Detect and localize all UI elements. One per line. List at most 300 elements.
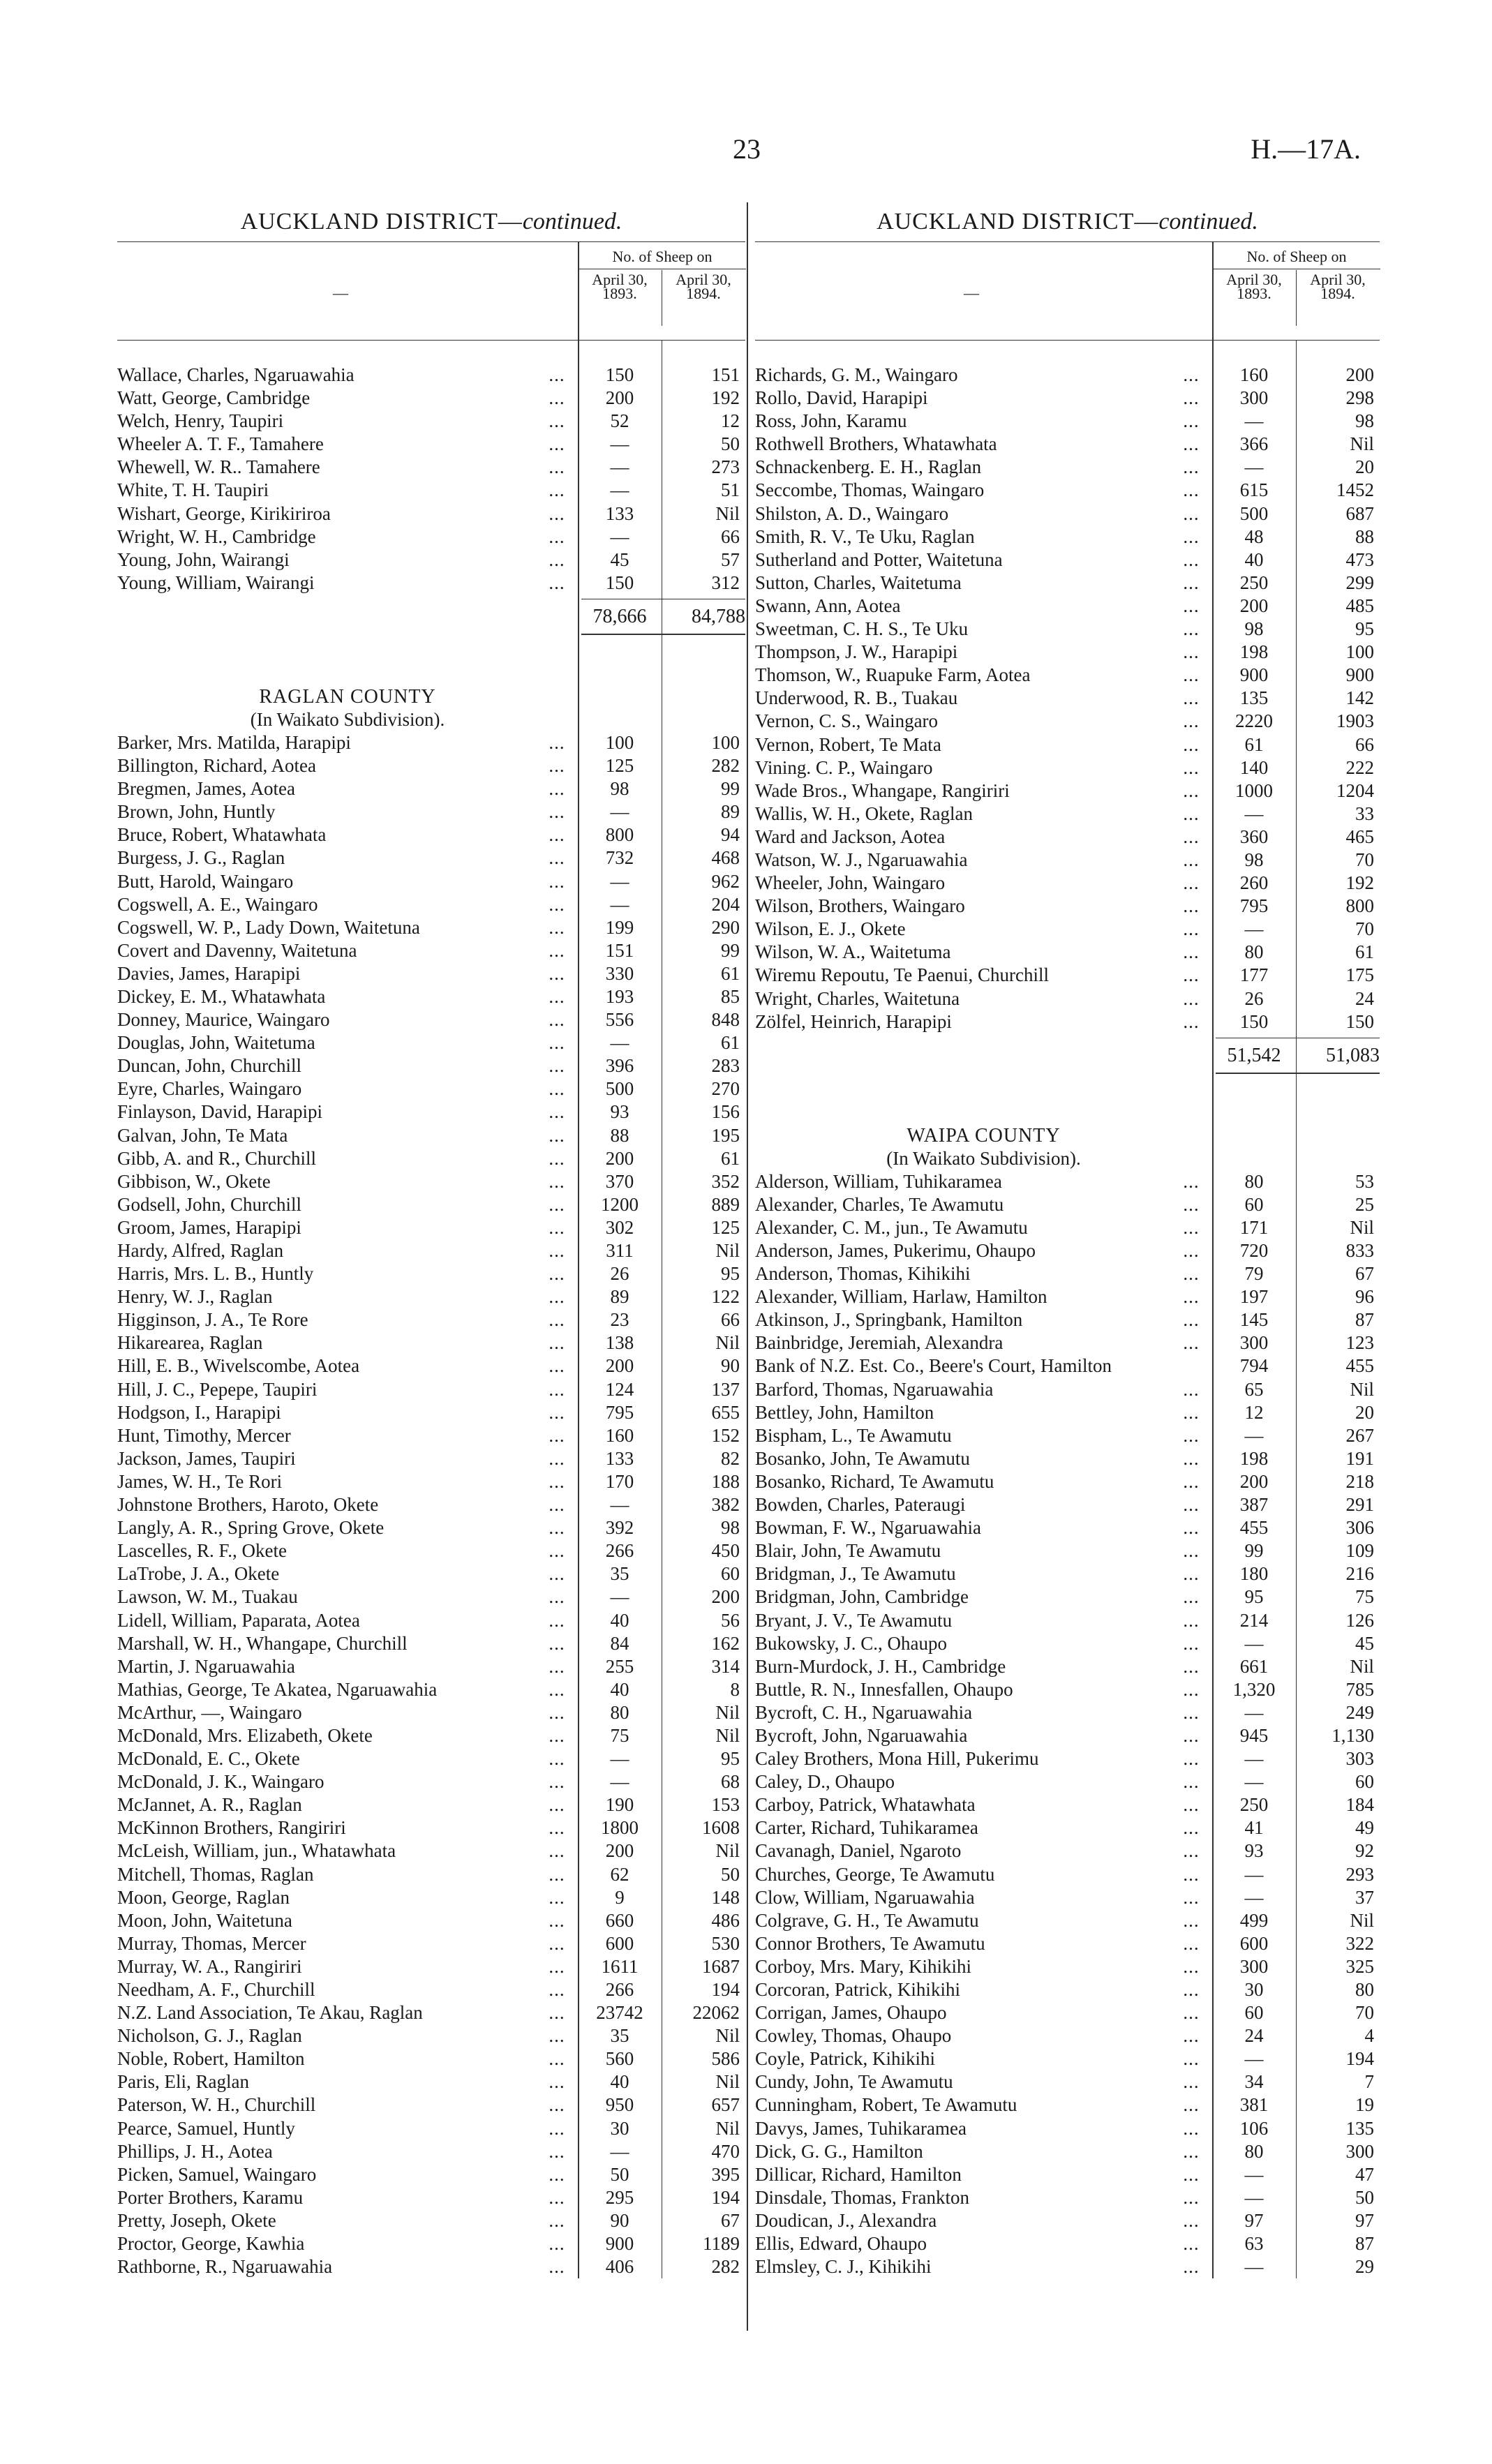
owner-name: Douglas, John, Waitetuma xyxy=(117,1032,315,1054)
leader-dots: ... xyxy=(1183,479,1200,501)
owner-name: Bowman, F. W., Ngaruawahia xyxy=(755,1517,982,1539)
leader-dots: ... xyxy=(549,1286,565,1308)
sheep-count-1893: 198 xyxy=(1239,1447,1269,1469)
sheep-count-1894: 61 xyxy=(1355,941,1374,963)
leader-dots: ... xyxy=(549,1101,565,1123)
table-row xyxy=(755,1585,1380,1608)
table-row xyxy=(755,733,1380,756)
table-row xyxy=(755,2117,1380,2140)
leader-dots: ... xyxy=(1183,641,1200,663)
leader-dots: ... xyxy=(1183,1863,1200,1885)
owner-name: Barker, Mrs. Matilda, Harapipi xyxy=(117,731,351,753)
sheep-count-1894: 352 xyxy=(711,1170,740,1192)
sheep-count-1894: 82 xyxy=(721,1447,740,1469)
sheep-count-1894: Nil xyxy=(715,2117,740,2139)
sheep-count-1894: 67 xyxy=(721,2209,740,2231)
sheep-count-1894: 122 xyxy=(711,1286,740,1308)
owner-name: Wallace, Charles, Ngaruawahia xyxy=(117,364,355,385)
sheep-count-1894: 293 xyxy=(1345,1863,1374,1885)
leader-dots: ... xyxy=(1183,1401,1200,1423)
sheep-count-1893: 180 xyxy=(1239,1563,1269,1585)
leader-dots: ... xyxy=(1183,1447,1200,1469)
owner-name: Bregmen, James, Aotea xyxy=(117,778,295,800)
leader-dots: ... xyxy=(549,778,565,800)
sheep-count-1893: 106 xyxy=(1239,2117,1269,2139)
leader-dots: ... xyxy=(1183,410,1200,432)
table-row xyxy=(755,1470,1380,1493)
owner-name: Wallis, W. H., Okete, Raglan xyxy=(755,802,973,824)
table-row xyxy=(755,756,1380,779)
leader-dots: ... xyxy=(549,1470,565,1492)
leader-dots: ... xyxy=(549,2140,565,2162)
sheep-count-1893: 145 xyxy=(1239,1309,1269,1331)
table-row xyxy=(117,1331,745,1354)
sheep-count-1894: 89 xyxy=(721,801,740,823)
leader-dots: ... xyxy=(1183,1632,1200,1654)
sheep-count-1893: 800 xyxy=(605,824,634,846)
sheep-count-1894: 191 xyxy=(1345,1447,1374,1469)
owner-name: Hunt, Timothy, Mercer xyxy=(117,1424,291,1446)
leader-dots: ... xyxy=(549,1494,565,1516)
table-row xyxy=(117,1839,745,1862)
sheep-count-1894: 306 xyxy=(1345,1517,1374,1539)
leader-dots: ... xyxy=(549,1240,565,1261)
owner-name: Gibbison, W., Okete xyxy=(117,1170,271,1192)
leader-dots: ... xyxy=(1183,1193,1200,1215)
sheep-count-1893: 1611 xyxy=(601,1955,639,1977)
leader-dots: ... xyxy=(1183,1794,1200,1816)
owner-name: Watson, W. J., Ngaruawahia xyxy=(755,849,968,870)
leader-dots: ... xyxy=(549,1401,565,1423)
sheep-count-1893: 260 xyxy=(1239,872,1269,894)
sheep-count-1893: 266 xyxy=(605,1540,634,1562)
leader-dots: ... xyxy=(1183,595,1200,616)
table-row xyxy=(755,1216,1380,1239)
left-column xyxy=(117,202,745,2278)
leader-dots: ... xyxy=(1183,364,1200,385)
leader-dots: ... xyxy=(1183,618,1200,640)
owner-name: White, T. H. Taupiri xyxy=(117,479,269,501)
sheep-count-1893: 151 xyxy=(605,939,634,961)
owner-name: Billington, Richard, Aotea xyxy=(117,755,316,777)
owner-name: Phillips, J. H., Aotea xyxy=(117,2140,273,2162)
owner-name: Colgrave, G. H., Te Awamutu xyxy=(755,1909,979,1931)
table-row xyxy=(117,1147,745,1170)
owner-name: McDonald, E. C., Okete xyxy=(117,1748,300,1770)
owner-name: Bosanko, Richard, Te Awamutu xyxy=(755,1470,994,1492)
sheep-count-1894: 94 xyxy=(721,824,740,846)
leader-dots: ... xyxy=(549,525,565,547)
leader-dots: ... xyxy=(549,548,565,570)
owner-name: Moon, John, Waitetuna xyxy=(117,1909,292,1931)
sheep-count-1894: 153 xyxy=(711,1794,740,1816)
owner-name: Cavanagh, Daniel, Ngaroto xyxy=(755,1840,962,1862)
owner-name: Wright, W. H., Cambridge xyxy=(117,525,316,547)
sheep-count-1893: 93 xyxy=(610,1101,629,1123)
table-row xyxy=(117,1632,745,1655)
table-row xyxy=(755,525,1380,548)
sheep-count-1894: 188 xyxy=(711,1470,740,1492)
sheep-count-1894: 486 xyxy=(711,1909,740,1931)
sheep-count-1894: 20 xyxy=(1355,456,1374,478)
leader-dots: ... xyxy=(1183,918,1200,940)
sheep-count-1894: 382 xyxy=(711,1494,740,1516)
leader-dots: ... xyxy=(549,1817,565,1839)
sheep-count-1893: 12 xyxy=(1244,1401,1264,1423)
table-row xyxy=(117,800,745,823)
table-row xyxy=(755,2140,1380,2163)
leader-dots: ... xyxy=(549,1009,565,1031)
leader-dots: ... xyxy=(549,410,565,432)
sheep-count-1893: 302 xyxy=(605,1216,634,1238)
sheep-count-1893: 160 xyxy=(1239,364,1269,385)
owner-name: McArthur, —, Waingaro xyxy=(117,1701,302,1723)
sheep-count-1894: Nil xyxy=(1350,1655,1374,1677)
sheep-count-1894: 142 xyxy=(1345,687,1374,709)
sheep-count-1894: 45 xyxy=(1355,1632,1374,1654)
leader-dots: ... xyxy=(549,985,565,1007)
leader-dots: ... xyxy=(549,962,565,984)
leader-dots: ... xyxy=(549,1724,565,1746)
owner-name: Rollo, David, Harapipi xyxy=(755,387,928,409)
table-row xyxy=(117,1170,745,1193)
owner-name: Dick, G. G., Hamilton xyxy=(755,2140,923,2162)
leader-dots: ... xyxy=(549,2209,565,2231)
table-row xyxy=(117,1216,745,1239)
leader-dots: ... xyxy=(549,1378,565,1400)
sheep-count-1893: 200 xyxy=(605,387,634,409)
owner-name: Moon, George, Raglan xyxy=(117,1886,290,1908)
sheep-count-1894: 90 xyxy=(721,1355,740,1377)
table-row xyxy=(117,2093,745,2116)
table-row xyxy=(755,2255,1380,2278)
sheep-count-1894: 468 xyxy=(711,847,740,869)
sheep-count-1894: 833 xyxy=(1345,1240,1374,1261)
sheep-count-1893: 200 xyxy=(605,1355,634,1377)
sheep-count-1893: — xyxy=(1244,410,1264,432)
table-row xyxy=(755,1909,1380,1932)
owner-name: Sutherland and Potter, Waitetuna xyxy=(755,548,1003,570)
owner-name: Cundy, John, Te Awamutu xyxy=(755,2071,953,2093)
sheep-count-1893: 900 xyxy=(605,2233,634,2255)
owner-name: Anderson, Thomas, Kihikihi xyxy=(755,1263,971,1285)
owner-name: Watt, George, Cambridge xyxy=(117,387,311,409)
sheep-count-1894: 61 xyxy=(721,962,740,984)
leader-dots: ... xyxy=(1183,756,1200,778)
table-row xyxy=(755,1193,1380,1216)
sheep-count-1894: 1189 xyxy=(703,2233,740,2255)
sheep-count-1893: 100 xyxy=(605,731,634,753)
sheep-count-1894: 162 xyxy=(711,1632,740,1654)
owner-name: Brown, John, Huntly xyxy=(117,801,276,823)
sheep-count-1894: 51 xyxy=(721,479,740,501)
owner-name: Alexander, Charles, Te Awamutu xyxy=(755,1193,1004,1215)
owner-name: Groom, James, Harapipi xyxy=(117,1216,301,1238)
owner-name: Murray, W. A., Rangiriri xyxy=(117,1955,302,1977)
sheep-count-1893: — xyxy=(1244,2256,1264,2278)
sheep-count-1894: 485 xyxy=(1345,595,1374,616)
leader-dots: ... xyxy=(549,916,565,938)
table-row xyxy=(755,1816,1380,1839)
owner-name: Langly, A. R., Spring Grove, Okete xyxy=(117,1517,385,1539)
sheep-count-1893: — xyxy=(610,456,629,478)
leader-dots: ... xyxy=(1183,1309,1200,1331)
table-row xyxy=(755,548,1380,572)
sheep-count-1894: 200 xyxy=(711,1586,740,1608)
sheep-count-1893: 45 xyxy=(610,548,629,570)
table-row xyxy=(117,731,745,754)
table-row xyxy=(755,1655,1380,1678)
sheep-count-1893: 98 xyxy=(1244,618,1264,640)
owner-name: Seccombe, Thomas, Waingaro xyxy=(755,479,985,501)
table-row xyxy=(117,2232,745,2255)
leader-dots: ... xyxy=(1183,1563,1200,1585)
leader-dots: ... xyxy=(1183,1263,1200,1285)
table-row xyxy=(755,1632,1380,1655)
owner-name: Coyle, Patrick, Kihikihi xyxy=(755,2048,935,2070)
leader-dots: ... xyxy=(549,2256,565,2278)
date-1893-header: April 30, 1893. xyxy=(1226,271,1282,302)
leader-dots: ... xyxy=(1183,802,1200,824)
sheep-count-1893: 79 xyxy=(1244,1263,1264,1285)
sheep-count-1894: 100 xyxy=(711,731,740,753)
leader-dots: ... xyxy=(1183,779,1200,801)
leader-dots: ... xyxy=(1183,872,1200,894)
table-row xyxy=(755,1770,1380,1793)
sheep-count-1893: 381 xyxy=(1239,2094,1269,2116)
sheep-count-1893: 499 xyxy=(1239,1909,1269,1931)
owner-name: Johnstone Brothers, Haroto, Okete xyxy=(117,1494,379,1516)
leader-dots: ... xyxy=(1183,849,1200,870)
owner-name: Elmsley, C. J., Kihikihi xyxy=(755,2256,932,2278)
table-row xyxy=(117,1539,745,1562)
table-row xyxy=(117,2047,745,2070)
sheep-count-1894: 137 xyxy=(711,1378,740,1400)
sheep-count-1893: 661 xyxy=(1239,1655,1269,1677)
owner-name: Proctor, George, Kawhia xyxy=(117,2233,305,2255)
sheep-count-1893: 387 xyxy=(1239,1494,1269,1516)
owner-name: Anderson, James, Pukerimu, Ohaupo xyxy=(755,1240,1036,1261)
leader-dots: ... xyxy=(1183,2209,1200,2231)
owner-name: Wheeler A. T. F., Tamahere xyxy=(117,433,324,455)
leader-dots: ... xyxy=(1183,987,1200,1009)
leader-dots: ... xyxy=(1183,1424,1200,1446)
sheep-count-1894: 60 xyxy=(1355,1771,1374,1793)
leader-dots: ... xyxy=(1183,1286,1200,1308)
table-row xyxy=(117,1770,745,1793)
table-row xyxy=(117,1909,745,1932)
table-row xyxy=(755,1539,1380,1562)
sheep-count-1894: 37 xyxy=(1355,1886,1374,1908)
sheep-count-1893: 200 xyxy=(1239,1470,1269,1492)
leader-dots: ... xyxy=(1183,1909,1200,1931)
leader-dots: ... xyxy=(1183,1378,1200,1400)
leader-dots: ... xyxy=(1183,1517,1200,1539)
sheep-count-1894: 33 xyxy=(1355,802,1374,824)
owner-name: Picken, Samuel, Waingaro xyxy=(117,2163,317,2185)
owner-name: Butt, Harold, Waingaro xyxy=(117,870,294,892)
owner-name: Henry, W. J., Raglan xyxy=(117,1286,273,1308)
leader-dots: ... xyxy=(549,1840,565,1862)
sheep-count-1894: Nil xyxy=(715,1332,740,1354)
table-row xyxy=(755,1262,1380,1285)
sheep-count-1894: Nil xyxy=(715,502,740,524)
table-row xyxy=(117,2186,745,2209)
sheep-count-1894: 184 xyxy=(1345,1794,1374,1816)
sheep-count-1893: 720 xyxy=(1239,1240,1269,1261)
sheep-count-1893: 300 xyxy=(1239,1332,1269,1354)
leader-dots: ... xyxy=(549,939,565,961)
owner-name: Donney, Maurice, Waingaro xyxy=(117,1009,330,1031)
owner-name: Wilson, W. A., Waitetuma xyxy=(755,941,951,963)
leader-dots: ... xyxy=(549,755,565,777)
owner-name: Clow, William, Ngaruawahia xyxy=(755,1886,975,1908)
sheep-count-1893: 660 xyxy=(605,1909,634,1931)
sheep-count-1894: 50 xyxy=(721,433,740,455)
sheep-count-1894: 109 xyxy=(1345,1540,1374,1562)
leader-dots: ... xyxy=(1183,2094,1200,2116)
sheep-count-1893: 1000 xyxy=(1235,779,1273,801)
leader-dots: ... xyxy=(549,1147,565,1169)
owner-name: Murray, Thomas, Mercer xyxy=(117,1932,306,1954)
leader-dots: ... xyxy=(1183,1748,1200,1770)
owner-name: Shilston, A. D., Waingaro xyxy=(755,502,949,524)
sheep-count-1894: 126 xyxy=(1345,1609,1374,1631)
sheep-count-1893: — xyxy=(610,870,629,892)
leader-dots: ... xyxy=(549,1124,565,1146)
owner-name: Jackson, James, Taupiri xyxy=(117,1447,296,1469)
leader-dots: ... xyxy=(1183,687,1200,709)
table-row xyxy=(117,962,745,985)
sheep-count-1894: 12 xyxy=(721,410,740,432)
leader-dots: ... xyxy=(1183,2117,1200,2139)
leader-dots: ... xyxy=(549,1216,565,1238)
owner-name: James, W. H., Te Rori xyxy=(117,1470,283,1492)
sheep-count-1894: 80 xyxy=(1355,1979,1374,2000)
leader-dots: ... xyxy=(1183,1609,1200,1631)
table-row xyxy=(755,1401,1380,1424)
sheep-count-1894: 218 xyxy=(1345,1470,1374,1492)
owner-name: Bowden, Charles, Pateraugi xyxy=(755,1494,966,1516)
sheep-count-1893: 266 xyxy=(605,1979,634,2000)
sheep-count-1893: 250 xyxy=(1239,572,1269,593)
owner-name: Bridgman, J., Te Awamutu xyxy=(755,1563,956,1585)
sheep-count-1893: 24 xyxy=(1244,2025,1264,2047)
sheep-count-1894: 785 xyxy=(1345,1678,1374,1700)
sheep-count-1893: — xyxy=(1244,1701,1264,1723)
leader-dots: ... xyxy=(549,2094,565,2116)
owner-name: Wishart, George, Kirikiriroa xyxy=(117,502,331,524)
sheep-count-1894: 96 xyxy=(1355,1286,1374,1308)
sheep-count-1893: — xyxy=(610,893,629,915)
table-row xyxy=(755,2186,1380,2209)
page-number: 23 xyxy=(733,133,761,165)
owner-name: Wilson, Brothers, Waingaro xyxy=(755,895,965,917)
sheep-count-1893: 300 xyxy=(1239,1955,1269,1977)
table-row xyxy=(755,2070,1380,2093)
leader-dots: ... xyxy=(549,1771,565,1793)
leader-dots: ... xyxy=(549,2071,565,2093)
sheep-count-1893: 199 xyxy=(605,916,634,938)
sheep-count-1894: 22062 xyxy=(692,2002,740,2024)
sheep-count-1893: — xyxy=(610,479,629,501)
sheep-count-1893: 360 xyxy=(1239,826,1269,847)
leader-dots: ... xyxy=(549,1586,565,1608)
sheep-count-1893: 150 xyxy=(1239,1010,1269,1032)
leader-dots: ... xyxy=(1183,1678,1200,1700)
leader-dots: ... xyxy=(1183,2186,1200,2208)
table-row xyxy=(117,1054,745,1077)
sheep-count-1894: 66 xyxy=(721,1309,740,1331)
table-row xyxy=(755,641,1380,664)
owner-name: Rothwell Brothers, Whatawhata xyxy=(755,433,997,455)
owner-name: Lawson, W. M., Tuakau xyxy=(117,1586,298,1608)
table-row xyxy=(117,2024,745,2047)
leader-dots: ... xyxy=(549,502,565,524)
sheep-count-1894: 655 xyxy=(711,1401,740,1423)
table-row xyxy=(755,1793,1380,1816)
owner-name: Bank of N.Z. Est. Co., Beere's Court, Hamilton xyxy=(755,1355,1112,1377)
sheep-count-1893: 34 xyxy=(1244,2071,1264,2093)
table-row xyxy=(117,1193,745,1216)
leader-dots: ... xyxy=(1183,1724,1200,1746)
table-row xyxy=(755,618,1380,641)
sheep-count-1893: 35 xyxy=(610,2025,629,2047)
table-row xyxy=(117,1493,745,1516)
owner-name: N.Z. Land Association, Te Akau, Raglan xyxy=(117,2002,423,2024)
owner-name: Marshall, W. H., Whangape, Churchill xyxy=(117,1632,408,1654)
sheep-count-1893: — xyxy=(1244,2186,1264,2208)
table-row xyxy=(755,826,1380,849)
sheep-count-1894: 175 xyxy=(1345,964,1374,986)
sheep-count-1894: 66 xyxy=(1355,733,1374,755)
leader-dots: ... xyxy=(1183,710,1200,732)
leader-dots: ... xyxy=(1183,456,1200,478)
date-1894-header: April 30, 1894. xyxy=(1310,271,1366,302)
table-row xyxy=(117,1562,745,1585)
sheep-count-1894: 70 xyxy=(1355,2002,1374,2024)
sheep-count-1893: 88 xyxy=(610,1124,629,1146)
sheep-count-1894: 68 xyxy=(721,1771,740,1793)
sheep-count-1893: 50 xyxy=(610,2163,629,2185)
owner-name: Schnackenberg. E. H., Raglan xyxy=(755,456,982,478)
sheep-count-1894: 88 xyxy=(1355,525,1374,547)
sheep-count-1893: 26 xyxy=(610,1263,629,1285)
leader-dots: ... xyxy=(549,731,565,753)
sheep-count-1894: 95 xyxy=(721,1263,740,1285)
leader-dots: ... xyxy=(549,1263,565,1285)
sheep-count-1893: 795 xyxy=(1239,895,1269,917)
right-column-title: AUCKLAND DISTRICT—continued. xyxy=(876,209,1258,234)
leader-dots: ... xyxy=(549,1655,565,1677)
sheep-count-1894: 270 xyxy=(711,1078,740,1100)
sheep-count-1894: 148 xyxy=(711,1886,740,1908)
owner-name: McLeish, William, jun., Whatawhata xyxy=(117,1840,396,1862)
sheep-count-1894: Nil xyxy=(715,1724,740,1746)
table-row xyxy=(755,1886,1380,1909)
sheep-count-1894: 123 xyxy=(1345,1332,1374,1354)
owner-name: Paterson, W. H., Churchill xyxy=(117,2094,316,2116)
leader-dots: ... xyxy=(1183,1170,1200,1192)
table-row xyxy=(117,1609,745,1632)
leader-dots: ... xyxy=(549,847,565,869)
owner-name: Carboy, Patrick, Whatawhata xyxy=(755,1794,976,1816)
owner-name: Wheeler, John, Waingaro xyxy=(755,872,946,894)
sheep-count-1893: 9 xyxy=(615,1886,625,1908)
table-row xyxy=(117,1863,745,1886)
sheep-count-1893: — xyxy=(610,801,629,823)
table-row xyxy=(755,1308,1380,1331)
